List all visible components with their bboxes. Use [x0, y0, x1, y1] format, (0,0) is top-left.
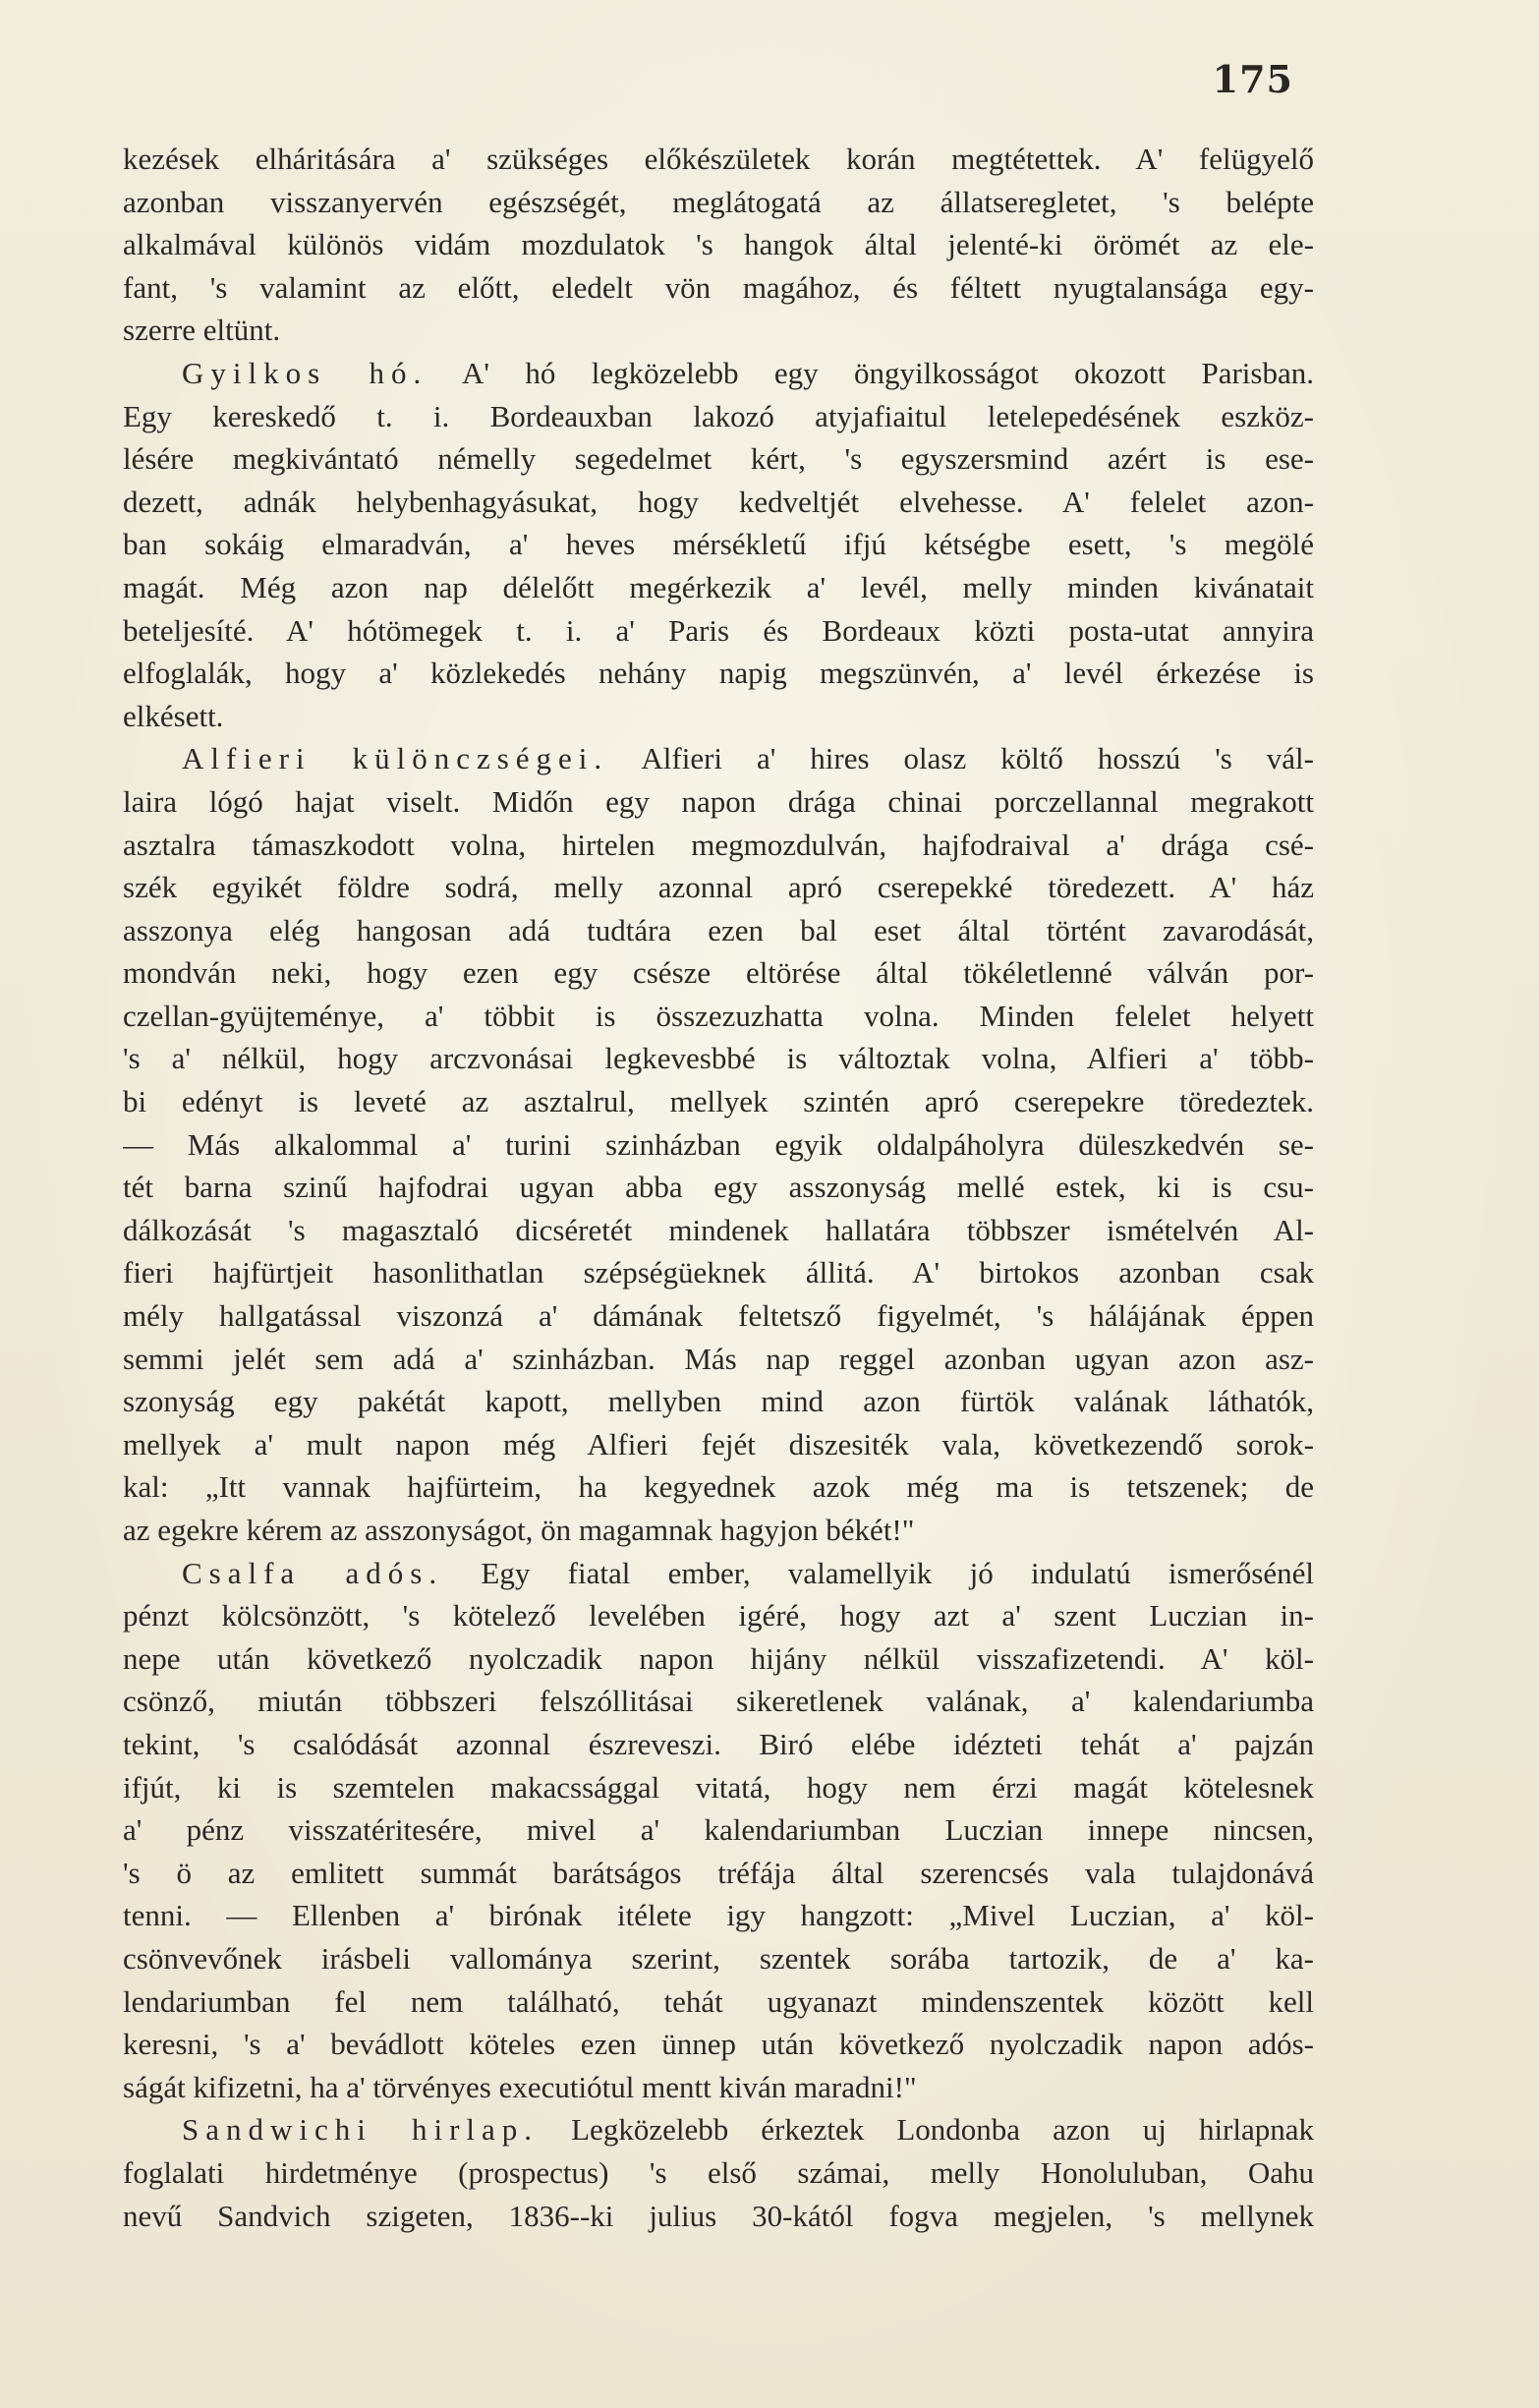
text-line [123, 2195, 1314, 2238]
section-heading: Gyilkos hó. [182, 355, 428, 390]
line-text: szonyság egy pakétát kapott, mellyben mind azon fürtök valának láthatók, [123, 1384, 1314, 1419]
text-line [123, 1294, 1314, 1338]
line-text: elfoglalák, hogy a' közlekedés nehány napig megszünvén, a' levél érkezése is [123, 656, 1314, 691]
line-text: mély hallgatással viszonzá a' dámának feltetsző figyelmét, 's hálájának éppen [123, 1298, 1314, 1334]
line-text: foglalati hirdetménye (prospectus) 's első számai, melly Honoluluban, Oahu [123, 2154, 1314, 2190]
line-text: Egy fiatal ember, valamellyik jó indulatú ismerősénél [443, 1555, 1314, 1590]
line-text: czellan-gyüjteménye, a' többit is összezuzhatta volna. Minden felelet helyett [123, 998, 1314, 1033]
line-text: tét barna szinű hajfodrai ugyan abba egy asszonyság mellé estek, ki is csu- [123, 1170, 1314, 1205]
line-text: a' pénz visszatéritesére, mivel a' kalendariumban Luczian innepe nincsen, [123, 1812, 1314, 1848]
text-line [123, 481, 1314, 524]
line-text: 's a' nélkül, hogy arczvonásai legkevesbbé is változtak volna, Alfieri a' több- [123, 1041, 1314, 1076]
line-text: dálkozását 's magasztaló dicséretét mindenek hallatára többszer ismételvén Al- [123, 1212, 1314, 1247]
section-heading: Csalfa adós. [182, 1555, 444, 1590]
text-line [123, 1723, 1314, 1766]
text-line [123, 309, 1314, 352]
line-text: keresni, 's a' bevádlott köteles ezen ünnep után következő nyolczadik napon adós- [123, 2027, 1314, 2062]
text-line [123, 223, 1314, 266]
section-heading: Alfieri különczségei. [182, 741, 609, 776]
line-text: beteljesíté. A' hótömegek t. i. a' Paris és Bordeaux közti posta-utat annyira [123, 612, 1314, 648]
line-text: asszonya elég hangosan adá tudtára ezen bal eset által történt zavarodását, [123, 912, 1314, 947]
text-line [123, 2151, 1314, 2195]
line-text: mellyek a' mult napon még Alfieri fejét diszesiték vala, következendő sorok- [123, 1426, 1314, 1462]
text-line [123, 1123, 1314, 1167]
text-line [123, 866, 1314, 909]
text-line [123, 609, 1314, 653]
text-line [123, 1423, 1314, 1466]
line-text: tekint, 's csalódását azonnal észreveszi. Biró elébe idézteti tehát a' pajzán [123, 1726, 1314, 1761]
text-line [123, 1251, 1314, 1294]
line-text: nepe után következő nyolczadik napon hijány nélkül visszafizetendi. A' köl- [123, 1640, 1314, 1676]
line-text: csönző, miután többszeri felszóllitásai sikeretlenek valának, a' kalendariumba [123, 1684, 1314, 1719]
line-text: Legközelebb érkeztek Londonba azon uj hirlapnak [539, 2112, 1314, 2148]
line-text: A' hó legközelebb egy öngyilkosságot okozott Parisban. [428, 355, 1314, 390]
text-line [123, 2108, 1314, 2151]
text-line [123, 181, 1314, 224]
text-line [123, 566, 1314, 609]
text-line [123, 1980, 1314, 2024]
text-line [123, 266, 1314, 310]
text-line [123, 1808, 1314, 1852]
section-heading: Sandwichi hirlap. [182, 2112, 540, 2148]
line-text: ságát kifizetni, ha a' törvényes executiótul mentt kiván maradni!" [123, 2069, 917, 2104]
line-text: alkalmával különös vidám mozdulatok 's hangok által jelenté-ki örömét az ele- [123, 227, 1314, 262]
line-text: magát. Még azon nap délelőtt megérkezik a' levél, melly minden kivánatait [123, 569, 1314, 604]
line-text: szék egyikét földre sodrá, melly azonnal apró cserepekké töredezett. A' ház [123, 870, 1314, 905]
line-text: kal: „Itt vannak hajfürteim, ha kegyednek azok még ma is tetszenek; de [123, 1469, 1314, 1505]
text-line [123, 1166, 1314, 1209]
text-line [123, 1852, 1314, 1895]
line-text: mondván neki, hogy ezen egy csésze eltörése által tökéletlenné válván por- [123, 955, 1314, 991]
text-line [123, 824, 1314, 867]
text-line [123, 523, 1314, 566]
line-text: pénzt kölcsönzött, 's kötelező levelében igéré, hogy azt a' szent Luczian in- [123, 1598, 1314, 1634]
line-text: 's ö az emlitett summát barátságos tréfája által szerencsés vala tulajdonává [123, 1855, 1314, 1890]
body-text [123, 138, 1314, 2237]
text-line [123, 395, 1314, 438]
text-line [123, 352, 1314, 395]
line-text: asztalra támaszkodott volna, hirtelen megmozdulván, hajfodraival a' drága csé- [123, 827, 1314, 862]
text-line [123, 1552, 1314, 1595]
line-text: lésére megkivántató némelly segedelmet kért, 's egyszersmind azért is ese- [123, 441, 1314, 477]
text-line [123, 695, 1314, 738]
line-text: Egy kereskedő t. i. Bordeauxban lakozó atyjafiaitul letelepedésének eszköz- [123, 398, 1314, 433]
line-text: ifjút, ki is szemtelen makacssággal vitatá, hogy nem érzi magát kötelesnek [123, 1769, 1314, 1805]
line-text: elkésett. [123, 698, 224, 733]
line-text: kezések elháritására a' szükséges előkészületek korán megtétettek. A' felügyelő [123, 142, 1314, 176]
text-line [123, 951, 1314, 995]
line-text: — Más alkalommal a' turini szinházban egyik oldalpáholyra düleszkedvén se- [123, 1126, 1314, 1162]
text-line [123, 1937, 1314, 1980]
text-line [123, 1338, 1314, 1381]
line-text: csönvevőnek irásbeli vallománya szerint, szentek sorába tartozik, de a' ka- [123, 1940, 1314, 1976]
line-text: azonban visszanyervén egészségét, meglátogatá az állatseregletet, 's belépte [123, 184, 1314, 219]
text-line [123, 2023, 1314, 2066]
line-text: dezett, adnák helybenhagyásukat, hogy kedveltjét elvehesse. A' felelet azon- [123, 484, 1314, 519]
line-text: laira lógó hajat viselt. Midőn egy napon drága chinai porczellannal megrakott [123, 783, 1314, 819]
text-line [123, 909, 1314, 952]
text-line [123, 1037, 1314, 1080]
text-line [123, 1594, 1314, 1637]
text-line [123, 1509, 1314, 1552]
line-text: az egekre kérem az asszonyságot, ön magamnak hagyjon békét!" [123, 1513, 915, 1547]
text-line [123, 780, 1314, 824]
text-line [123, 138, 1314, 181]
line-text: fant, 's valamint az előtt, eledelt vön magához, és féltett nyugtalansága egy- [123, 269, 1314, 305]
text-line [123, 995, 1314, 1038]
text-line [123, 2066, 1314, 2109]
text-line [123, 1637, 1314, 1681]
text-line [123, 1894, 1314, 1937]
text-line [123, 1680, 1314, 1723]
line-text: Alfieri a' hires olasz költő hosszú 's vál- [608, 741, 1314, 776]
text-line [123, 1080, 1314, 1123]
text-line [123, 1766, 1314, 1809]
line-text: ban sokáig elmaradván, a' heves mérsékletű ifjú kétségbe esett, 's megölé [123, 527, 1314, 562]
line-text: fieri hajfürtjeit hasonlithatlan szépségüeknek állitá. A' birtokos azonban csak [123, 1255, 1314, 1290]
text-line [123, 1209, 1314, 1252]
line-text: semmi jelét sem adá a' szinházban. Más nap reggel azonban ugyan azon asz- [123, 1341, 1314, 1376]
text-line [123, 652, 1314, 695]
line-text: nevű Sandvich szigeten, 1836--ki julius 30-kától fogva megjelen, 's mellynek [123, 2198, 1314, 2233]
line-text: szerre eltünt. [123, 313, 281, 348]
line-text: bi edényt is leveté az asztalrul, mellyek szintén apró cserepekre töredeztek. [123, 1084, 1314, 1119]
line-text: tenni. — Ellenben a' birónak itélete igy hangzott: „Mivel Luczian, a' köl- [123, 1898, 1314, 1933]
text-line [123, 1380, 1314, 1423]
text-line [123, 737, 1314, 780]
text-line [123, 437, 1314, 481]
text-line [123, 1465, 1314, 1509]
line-text: lendariumban fel nem található, tehát ugyanazt mindenszentek között kell [123, 1983, 1314, 2019]
page-number: 175 [1212, 57, 1293, 101]
